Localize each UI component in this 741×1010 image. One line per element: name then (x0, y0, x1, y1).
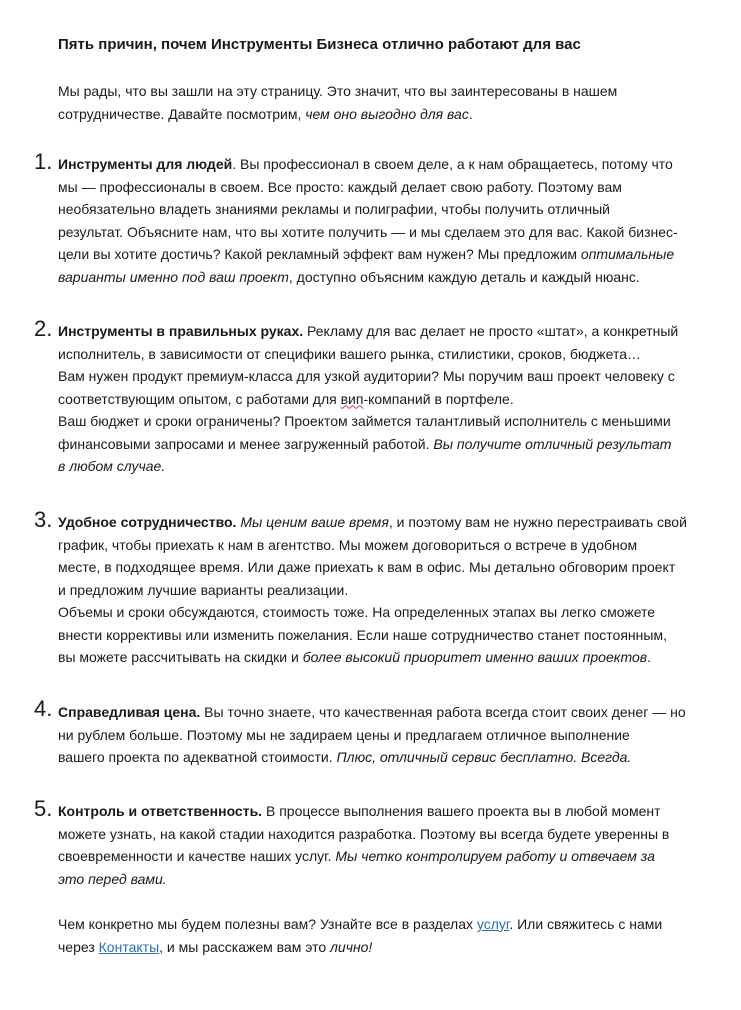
text-line: сотрудничестве. Давайте посмотрим, чем оно выгодно для вас. (58, 105, 473, 122)
page-title: Пять причин, почем Инструменты Бизнеса отлично работают для вас (58, 36, 581, 53)
reason-heading: Удобное сотрудничество. (58, 514, 237, 530)
text-line: можете узнать, на какой стадии находится разработка. Поэтому вы всегда будете уверенны в (58, 825, 670, 842)
text-line: варианты именно под ваш проект, доступно объясним каждую деталь и каждый нюанс. (58, 268, 640, 285)
text-line: результат. Объясните нам, что вы хотите получить — и мы сделаем это для вас. Какой бизнес- (58, 223, 678, 240)
text-line: через Контакты, и мы расскажем вам это лично! (58, 938, 373, 955)
text-line: Инструменты в правильных руках. Рекламу для вас делает не просто «штат», а конкретный (58, 323, 679, 339)
text-line: Мы рады, что вы зашли на эту страницу. Это значит, что вы заинтересованы в нашем (58, 83, 618, 99)
list-number: 4. (34, 696, 53, 721)
list-number: 2. (34, 316, 53, 341)
text-line: необязательно владеть знаниями рекламы и полиграфии, чтобы получить отличный (58, 201, 610, 217)
reason-5-paragraph (58, 800, 718, 890)
text-line: Инструменты для людей. Вы профессионал в своем деле, а к нам обращаетесь, потому что (58, 156, 673, 172)
text-line: Удобное сотрудничество. Мы ценим ваше время, и поэтому вам не нужно перестраивать свой (58, 514, 687, 530)
text-line: Контроль и ответственность. В процессе выполнения вашего проекта вы в любой момент (58, 803, 661, 819)
text-line: своевременности и качестве наших услуг. Мы четко контролируем работу и отвечаем за (58, 848, 655, 864)
text-line: в любом случае. (58, 458, 166, 474)
text-line: финансовыми запросами и менее загруженный работой. Вы получите отличный результат (58, 435, 672, 452)
text-line: месте, в подходящее время. Или даже приехать к вам в офис. Мы детально обговорим проект (58, 559, 676, 575)
reason-2-paragraph (58, 320, 718, 478)
services-link[interactable]: услуг (476, 916, 510, 932)
reason-heading: Справедливая цена. (58, 704, 201, 720)
text-line: Чем конкретно мы будем полезны вам? Узнайте все в разделах услуг. Или свяжитесь с нами (58, 916, 663, 932)
text-line: вы можете рассчитывать на скидки и более высокий приоритет именно ваших проектов. (58, 649, 651, 665)
spellcheck-word: вип (340, 390, 364, 407)
text-line: ни рублем больше. Поэтому мы не задираем цены и предлагаем отличное выполнение (58, 726, 630, 743)
text-line: Объемы и сроки обсуждаются, стоимость тоже. На определенных этапах вы легко сможете (58, 604, 656, 620)
list-number: 1. (34, 149, 53, 174)
list-number: 3. (34, 507, 53, 532)
reason-heading: Инструменты для людей (58, 156, 233, 172)
text-line: исполнитель, в зависимости от специфики вашего рынка, стилистики, сроков, бюджета… (58, 345, 642, 362)
text-line: и предложим лучшие варианты реализации. (58, 581, 349, 598)
text-line: график, чтобы приехать к нам в агентство. Мы можем договориться о встрече в удобном (58, 536, 638, 553)
text-line: мы — профессионалы в своем. Все просто: каждый делает свою работу. Поэтому вам (58, 178, 622, 195)
text-line: Вам нужен продукт премиум-класса для узкой аудитории? Мы поручим ваш проект человеку с (58, 368, 675, 384)
text-line: это перед вами. (58, 870, 167, 887)
list-number: 5. (34, 796, 53, 821)
reason-4-paragraph (58, 701, 718, 769)
reason-1-paragraph (58, 153, 718, 288)
text-line: Ваш бюджет и сроки ограничены? Проектом займется талантливый исполнитель с меньшими (58, 413, 671, 429)
closing-paragraph (58, 913, 718, 958)
text-line: Справедливая цена. Вы точно знаете, что качественная работа всегда стоит своих денег — но (58, 704, 686, 720)
text-line: внести коррективы или изменить пожелания. Если наше сотрудничество станет постоянным, (58, 626, 667, 643)
text-line: соответствующим опытом, с работами для вип-компаний в портфеле. (58, 390, 514, 407)
text-line: вашего проекта по адекватной стоимости. Плюс, отличный сервис бесплатно. Всегда. (58, 749, 632, 765)
text-line: цели вы хотите достичь? Какой рекламный эффект вам нужен? Мы предложим оптимальные (58, 246, 675, 262)
reason-3-paragraph (58, 511, 718, 669)
reason-heading: Инструменты в правильных руках. (58, 323, 304, 339)
intro-paragraph (58, 80, 718, 125)
contacts-link[interactable]: Контакты (98, 938, 160, 955)
reason-heading: Контроль и ответственность. (58, 803, 263, 819)
